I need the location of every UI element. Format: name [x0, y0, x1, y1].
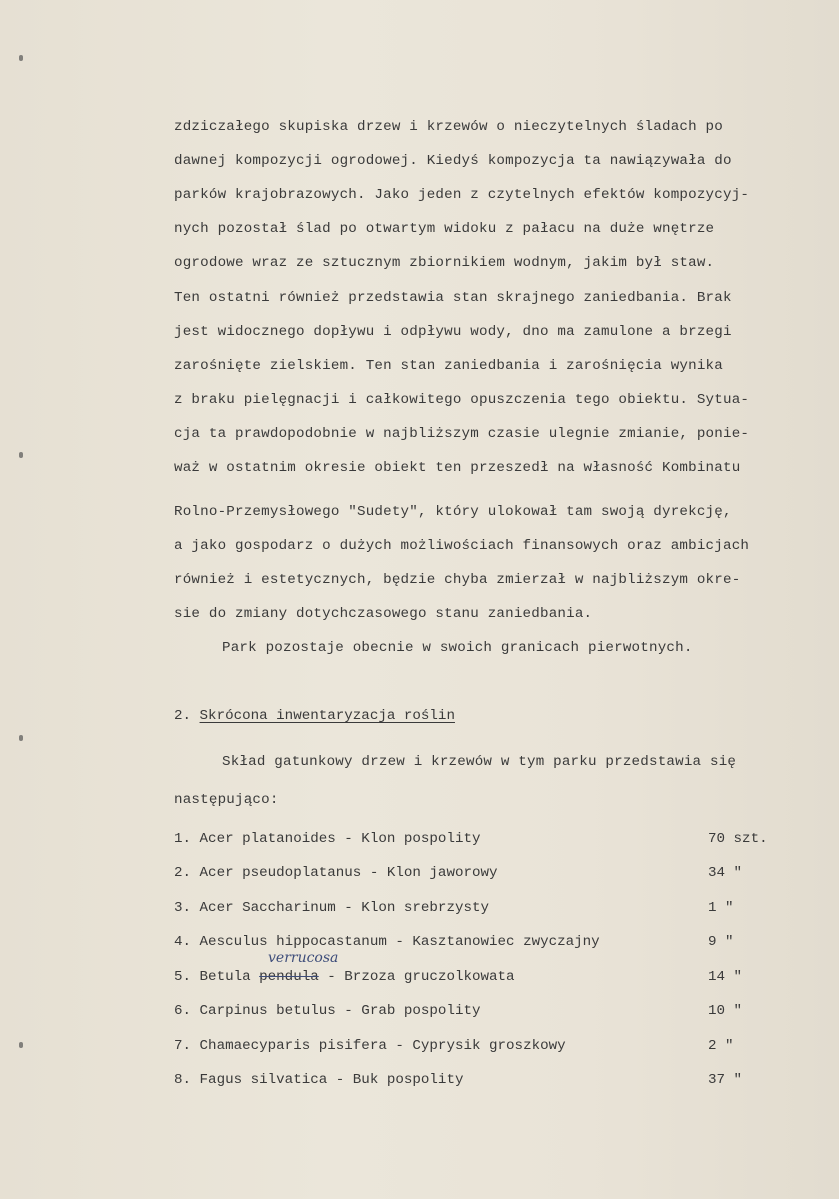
- paragraph-line: nych pozostał ślad po otwartym widoku z pałacu na duże wnętrze: [174, 221, 715, 237]
- punch-mark: [19, 452, 23, 458]
- section-title: Skrócona inwentaryzacja roślin: [199, 708, 455, 724]
- section-heading: [174, 708, 455, 724]
- paragraph-line: cja ta prawdopodobnie w najbliższym czasie ulegnie zmianie, ponie-: [174, 426, 750, 442]
- paragraph-line: również i estetycznych, będzie chyba zmierzał w najbliższym okre-: [174, 572, 741, 588]
- paragraph-line: Ten ostatni również przedstawia stan skrajnego zaniedbania. Brak: [174, 290, 732, 306]
- paragraph-line: dawnej kompozycji ogrodowej. Kiedyś kompozycja ta nawiązywała do: [174, 153, 732, 169]
- species-quantity: 2 ": [708, 1038, 734, 1054]
- handwritten-note: verrucosa: [268, 950, 339, 966]
- intro-line: Skład gatunkowy drzew i krzewów w tym parku przedstawia się: [222, 754, 737, 770]
- paragraph-line: zarośnięte zielskiem. Ten stan zaniedbania i zarośnięcia wynika: [174, 358, 723, 374]
- species-name-suffix: - Brzoza gruczolkowata: [318, 969, 515, 985]
- species-name: [174, 968, 515, 986]
- punch-mark: [19, 735, 23, 741]
- species-name: 3. Acer Saccharinum - Klon srebrzysty: [174, 900, 490, 916]
- paragraph-line: sie do zmiany dotychczasowego stanu zaniedbania.: [174, 606, 593, 622]
- punch-mark: [19, 1042, 23, 1048]
- paragraph-line: jest widocznego dopływu i odpływu wody, dno ma zamulone a brzegi: [174, 324, 732, 340]
- section-number: 2.: [174, 708, 192, 724]
- species-quantity: 14 ": [708, 969, 743, 985]
- species-quantity: 10 ": [708, 1003, 743, 1019]
- species-quantity: 37 ": [708, 1072, 743, 1088]
- species-quantity: 1 ": [708, 900, 734, 916]
- paragraph-line: parków krajobrazowych. Jako jeden z czytelnych efektów kompozycyj-: [174, 187, 750, 203]
- species-name: 7. Chamaecyparis pisifera - Cyprysik groszkowy: [174, 1038, 566, 1054]
- closing-line: Park pozostaje obecnie w swoich granicach pierwotnych.: [222, 640, 693, 656]
- species-name: 6. Carpinus betulus - Grab pospolity: [174, 1003, 481, 1019]
- species-quantity: 70 szt.: [708, 831, 768, 847]
- paragraph-line: zdziczałego skupiska drzew i krzewów o nieczytelnych śladach po: [174, 119, 723, 135]
- paragraph-line: waż w ostatnim okresie obiekt ten przeszedł na własność Kombinatu: [174, 460, 741, 476]
- species-quantity: 9 ": [708, 934, 734, 950]
- paragraph-line: Rolno-Przemysłowego "Sudety", który ulokował tam swoją dyrekcję,: [174, 504, 732, 520]
- paragraph-line: z braku pielęgnacji i całkowitego opuszczenia tego obiektu. Sytua-: [174, 392, 750, 408]
- species-name: 4. Aesculus hippocastanum - Kasztanowiec zwyczajny: [174, 934, 600, 950]
- paragraph-line: ogrodowe wraz ze sztucznym zbiornikiem wodnym, jakim był staw.: [174, 255, 715, 271]
- paragraph-line: a jako gospodarz o dużych możliwościach finansowych oraz ambicjach: [174, 538, 750, 554]
- punch-mark: [19, 55, 23, 61]
- species-name-prefix: 5. Betula: [174, 969, 260, 985]
- species-quantity: 34 ": [708, 865, 743, 881]
- species-name: 1. Acer platanoides - Klon pospolity: [174, 831, 481, 847]
- intro-line: następująco:: [174, 792, 279, 808]
- species-name: 8. Fagus silvatica - Buk pospolity: [174, 1072, 464, 1088]
- struck-word: pendula: [259, 969, 319, 985]
- species-name: 2. Acer pseudoplatanus - Klon jaworowy: [174, 865, 498, 881]
